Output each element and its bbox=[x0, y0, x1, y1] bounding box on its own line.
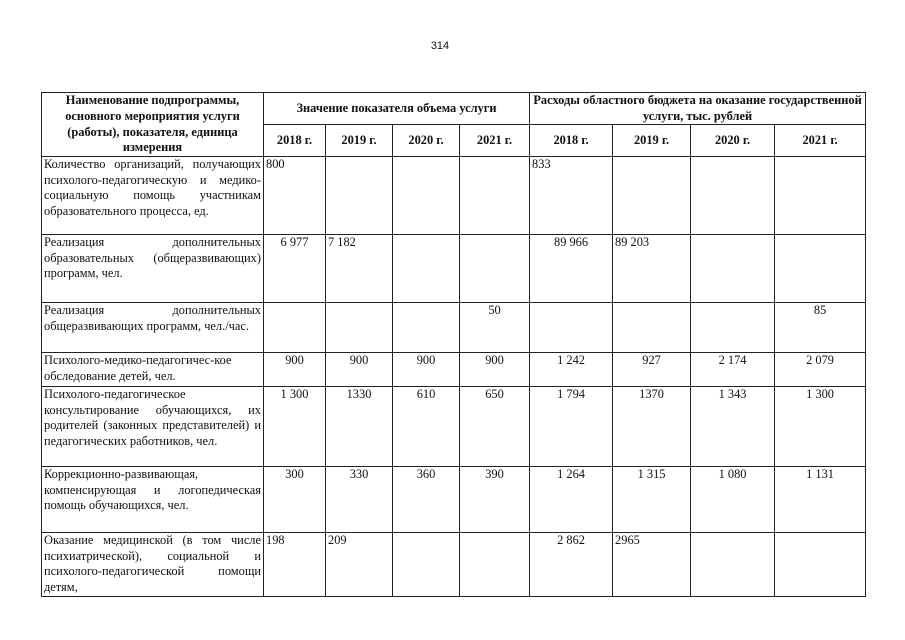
volume-2018: 6 977 bbox=[264, 235, 326, 303]
row-name: Количество организаций, получающих психолого-педагогическую и медико-социальную помощь участникам образовательного процесса, ед. bbox=[42, 157, 264, 235]
expense-2018: 1 794 bbox=[530, 387, 613, 467]
expense-2021: 1 131 bbox=[775, 467, 866, 533]
header-year-expense-2018: 2018 г. bbox=[530, 125, 613, 157]
expense-2020 bbox=[691, 235, 775, 303]
volume-2019 bbox=[326, 303, 393, 353]
expense-2020: 1 080 bbox=[691, 467, 775, 533]
page-number: 314 bbox=[430, 40, 450, 52]
volume-2019: 330 bbox=[326, 467, 393, 533]
expense-2018: 833 bbox=[530, 157, 613, 235]
expense-2018: 1 242 bbox=[530, 353, 613, 387]
volume-2019: 900 bbox=[326, 353, 393, 387]
table-row bbox=[42, 235, 866, 303]
header-expense-group: Расходы областного бюджета на оказание государственной услуги, тыс. рублей bbox=[530, 93, 866, 125]
volume-2019: 209 bbox=[326, 533, 393, 596]
volume-2020 bbox=[393, 533, 460, 596]
volume-2018: 900 bbox=[264, 353, 326, 387]
header-year-volume-2019: 2019 г. bbox=[326, 125, 393, 157]
volume-2020: 610 bbox=[393, 387, 460, 467]
volume-2019 bbox=[326, 157, 393, 235]
expense-2019 bbox=[613, 157, 691, 235]
expense-2019 bbox=[613, 303, 691, 353]
expense-2020: 1 343 bbox=[691, 387, 775, 467]
table-row bbox=[42, 533, 866, 596]
header-name-column: Наименование подпрограммы, основного мероприятия услуги (работы), показателя, единица измерения bbox=[42, 93, 264, 157]
volume-2019: 7 182 bbox=[326, 235, 393, 303]
budget-table bbox=[41, 92, 866, 597]
row-name: Оказание медицинской (в том числе психиатрической), социальной и психолого-педагогической помощи детям, bbox=[42, 533, 264, 596]
header-volume-group: Значение показателя объема услуги bbox=[264, 93, 530, 125]
table-row bbox=[42, 303, 866, 353]
row-name: Психолого-педагогическое консультирование обучающихся, их родителей (законных представителей) и педагогических работников, чел. bbox=[42, 387, 264, 467]
expense-2019: 1 315 bbox=[613, 467, 691, 533]
header-year-volume-2018: 2018 г. bbox=[264, 125, 326, 157]
row-name: Реализация дополнительных образовательных (общеразвивающих) программ, чел. bbox=[42, 235, 264, 303]
volume-2021 bbox=[460, 235, 530, 303]
table-row bbox=[42, 467, 866, 533]
row-name: Коррекционно-развивающая, компенсирующая и логопедическая помощь обучающихся, чел. bbox=[42, 467, 264, 533]
header-year-expense-2021: 2021 г. bbox=[775, 125, 866, 157]
volume-2021: 650 bbox=[460, 387, 530, 467]
expense-2021 bbox=[775, 533, 866, 596]
expense-2021: 85 bbox=[775, 303, 866, 353]
expense-2018: 89 966 bbox=[530, 235, 613, 303]
row-name: Психолого-медико-педагогичес-кое обследование детей, чел. bbox=[42, 353, 264, 387]
expense-2020 bbox=[691, 303, 775, 353]
expense-2020 bbox=[691, 533, 775, 596]
expense-2021: 1 300 bbox=[775, 387, 866, 467]
volume-2018 bbox=[264, 303, 326, 353]
volume-2020: 900 bbox=[393, 353, 460, 387]
volume-2020 bbox=[393, 235, 460, 303]
expense-2019: 2965 bbox=[613, 533, 691, 596]
expense-2021 bbox=[775, 235, 866, 303]
table-row bbox=[42, 353, 866, 387]
volume-2018: 198 bbox=[264, 533, 326, 596]
volume-2020: 360 bbox=[393, 467, 460, 533]
expense-2019: 927 bbox=[613, 353, 691, 387]
volume-2021: 50 bbox=[460, 303, 530, 353]
volume-2020 bbox=[393, 303, 460, 353]
header-year-volume-2020: 2020 г. bbox=[393, 125, 460, 157]
expense-2019: 89 203 bbox=[613, 235, 691, 303]
table-row bbox=[42, 387, 866, 467]
volume-2021 bbox=[460, 533, 530, 596]
row-name: Реализация дополнительных общеразвивающих программ, чел./час. bbox=[42, 303, 264, 353]
expense-2021: 2 079 bbox=[775, 353, 866, 387]
volume-2018: 800 bbox=[264, 157, 326, 235]
expense-2020 bbox=[691, 157, 775, 235]
expense-2018: 1 264 bbox=[530, 467, 613, 533]
expense-2021 bbox=[775, 157, 866, 235]
volume-2021: 900 bbox=[460, 353, 530, 387]
expense-2018 bbox=[530, 303, 613, 353]
volume-2021 bbox=[460, 157, 530, 235]
expense-2019: 1370 bbox=[613, 387, 691, 467]
volume-2021: 390 bbox=[460, 467, 530, 533]
header-year-expense-2020: 2020 г. bbox=[691, 125, 775, 157]
volume-2019: 1330 bbox=[326, 387, 393, 467]
volume-2020 bbox=[393, 157, 460, 235]
table-row bbox=[42, 157, 866, 235]
expense-2020: 2 174 bbox=[691, 353, 775, 387]
volume-2018: 300 bbox=[264, 467, 326, 533]
expense-2018: 2 862 bbox=[530, 533, 613, 596]
volume-2018: 1 300 bbox=[264, 387, 326, 467]
header-year-expense-2019: 2019 г. bbox=[613, 125, 691, 157]
header-year-volume-2021: 2021 г. bbox=[460, 125, 530, 157]
